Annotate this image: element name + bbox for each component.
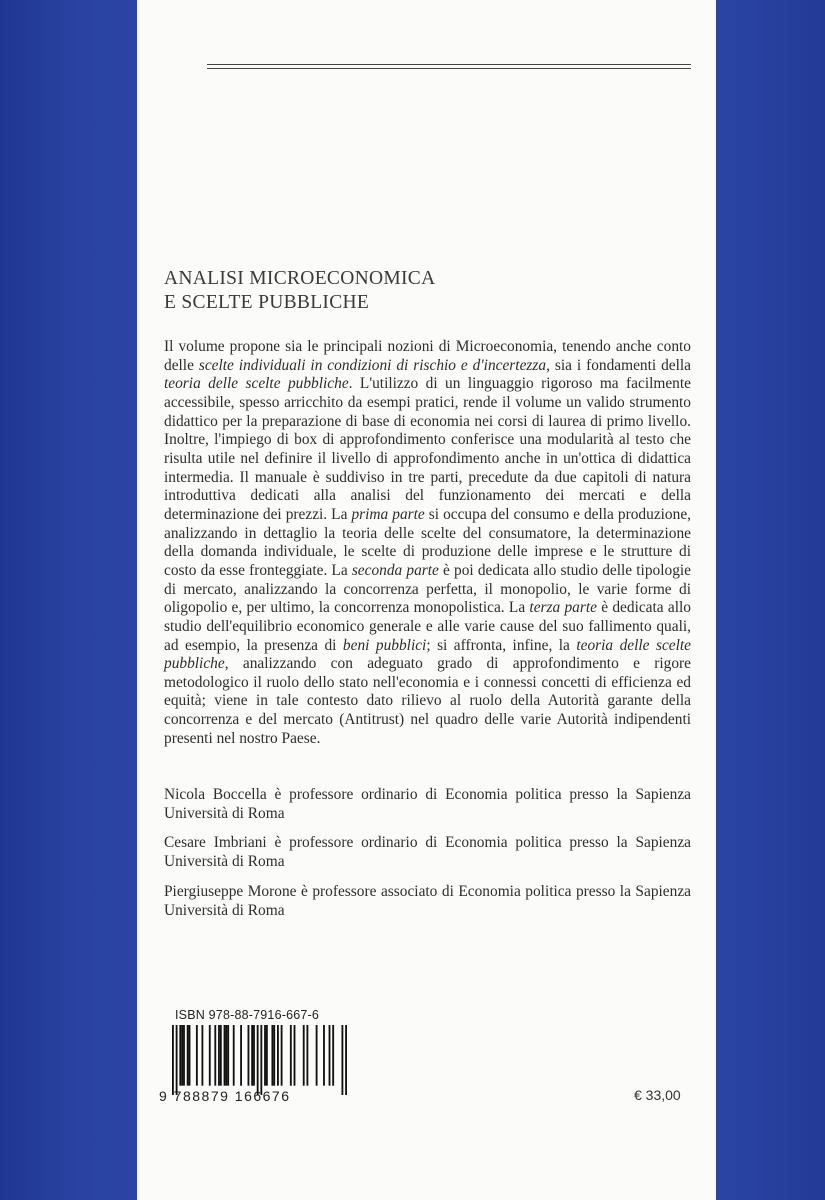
italic-phrase: prima parte: [351, 505, 425, 523]
barcode-bar: [277, 1025, 279, 1086]
barcode-bar: [179, 1025, 181, 1086]
barcode-bar: [248, 1025, 250, 1086]
barcode-bar: [341, 1025, 343, 1095]
text-run: . L'utilizzo di un linguaggio rigoroso ma facilmente accessibile, spesso arricchito da esempi pratici, rende il volume un valido strumento didattico per la preparazione di base di economia nei corsi di laurea di primo livello. Inoltre, l'impiego di box di approfondimento conferisce una modularità al testo che risulta utile nel definire il livello di approfondimento anche in un'ottica di didattica intermedia. Il manuale è suddiviso in tre parti, precedute da due capitoli di natura introduttiva dedicati alla analisi del funzionamento dei mercati e della determinazione dei prezzi. La: [164, 375, 691, 523]
author-bios: [164, 786, 691, 931]
isbn-label: ISBN 978-88-7916-667-6: [175, 1008, 320, 1022]
text-run: mento quali, ad esempio, la presenza di: [164, 617, 691, 654]
title-line-2: E SCELTE PUBBLICHE: [164, 292, 370, 313]
barcode-bar: [253, 1025, 255, 1086]
barcode-bar: [189, 1025, 191, 1086]
text-run: Il volume propone sia le principali nozioni di Microeconomia, tenendo an: [164, 338, 631, 355]
barcode-bar: [201, 1025, 203, 1086]
price-label: € 33,00: [634, 1087, 681, 1103]
author-bio: Piergiuseppe Morone è professore associato di Economia politica presso la Sapienza Università di Roma: [164, 882, 691, 919]
barcode-bar: [172, 1025, 174, 1095]
barcode-bar: [273, 1025, 275, 1086]
barcode-bar: [233, 1025, 235, 1086]
italic-phrase: seconda parte: [351, 561, 439, 579]
text-run: , analizzando con adeguato grado di ap: [224, 655, 528, 673]
barcode-bar: [225, 1025, 227, 1086]
book-title: [164, 267, 435, 315]
text-run: profondimento e rigore metodologico il ruolo dello stato nell'economia e i connessi concetti di efficienza ed equità; viene in tale contesto dato rilievo al ruolo della Autorità garante della concorrenza e del mercato (Antitrust) nel quadro delle varie Autorità indipendenti presenti nel nostro Paese.: [164, 655, 691, 747]
text-run: , sia i fondamenti della: [546, 356, 691, 374]
barcode-bar: [271, 1025, 273, 1086]
barcode-bar: [281, 1025, 283, 1086]
barcode-bar: [260, 1025, 262, 1095]
barcode-bar: [181, 1025, 183, 1086]
barcode-bar: [303, 1025, 305, 1086]
text-run: è dedicata allo studio dell'equilibrio economico generale e alle varie cause del suo falli: [164, 599, 691, 635]
barcode-icon: [172, 1025, 347, 1095]
text-run: zando la concorrenza perfetta, il monopolio, le varie forme di oligopolio e, per ultimo, la concorrenza monopolistica. La: [164, 580, 691, 617]
barcode-bar: [214, 1025, 216, 1086]
barcode-bar: [316, 1025, 318, 1086]
top-rule-2: [207, 68, 691, 69]
italic-phrase: teoria delle scelte pubbliche: [164, 375, 349, 393]
barcode-bar: [306, 1025, 308, 1086]
italic-phrase: teoria delle scelte pubbliche: [164, 636, 691, 673]
barcode-bar: [345, 1025, 347, 1095]
barcode-bar: [209, 1025, 211, 1086]
title-line-1: ANALISI MICROECONOMICA: [164, 268, 436, 289]
text-run: ; si affronta, infine, la: [426, 636, 577, 654]
back-cover-panel: [137, 0, 716, 1200]
barcode-bar: [196, 1025, 198, 1086]
barcode-bar: [264, 1025, 266, 1086]
author-bio: Nicola Boccella è professore ordinario di Economia politica presso la Sapienza Università di Roma: [164, 786, 691, 822]
italic-phrase: scelte individuali in condizioni di rischio e d'incertezza: [198, 356, 547, 374]
barcode-bar: [218, 1025, 220, 1086]
text-run: che conto delle: [164, 338, 691, 374]
barcode-bar: [183, 1025, 185, 1086]
barcode-bar: [294, 1025, 296, 1086]
barcode-bar: [323, 1025, 325, 1086]
author-bio: Cesare Imbriani è professore ordinario di Economia politica presso la Sapienza Università di Roma: [164, 834, 691, 871]
left-blue-band: [0, 0, 137, 1200]
barcode-bar: [187, 1025, 189, 1086]
ean-digits: 9 788879 166676: [159, 1088, 291, 1104]
barcode-bar: [176, 1025, 178, 1095]
barcode-bar: [266, 1025, 268, 1086]
italic-phrase: beni pubblici: [342, 636, 427, 654]
right-blue-band: [716, 0, 825, 1200]
top-rule-1: [207, 64, 691, 65]
barcode-bar: [251, 1025, 253, 1086]
barcode-bar: [224, 1025, 226, 1086]
text-run: è poi dedicata allo studio delle tipologie di mercato, analiz: [164, 561, 691, 598]
barcode-bar: [332, 1025, 334, 1086]
barcode-bar: [240, 1025, 242, 1086]
italic-phrase: terza parte: [529, 599, 597, 617]
barcode-bar: [220, 1025, 222, 1086]
description-paragraph: [164, 338, 691, 748]
barcode-bar: [329, 1025, 331, 1086]
barcode-bar: [257, 1025, 259, 1095]
barcode-bar: [227, 1025, 229, 1086]
text-run: si occupa del consumo e della produzione, analizzando in dettaglio la teoria delle scelte del consumatore, la determinazione della domanda individuale, le scelte di produzione delle imprese e le strutture di costo da esse fronteggiate. La: [164, 505, 691, 579]
barcode-bar: [290, 1025, 292, 1086]
